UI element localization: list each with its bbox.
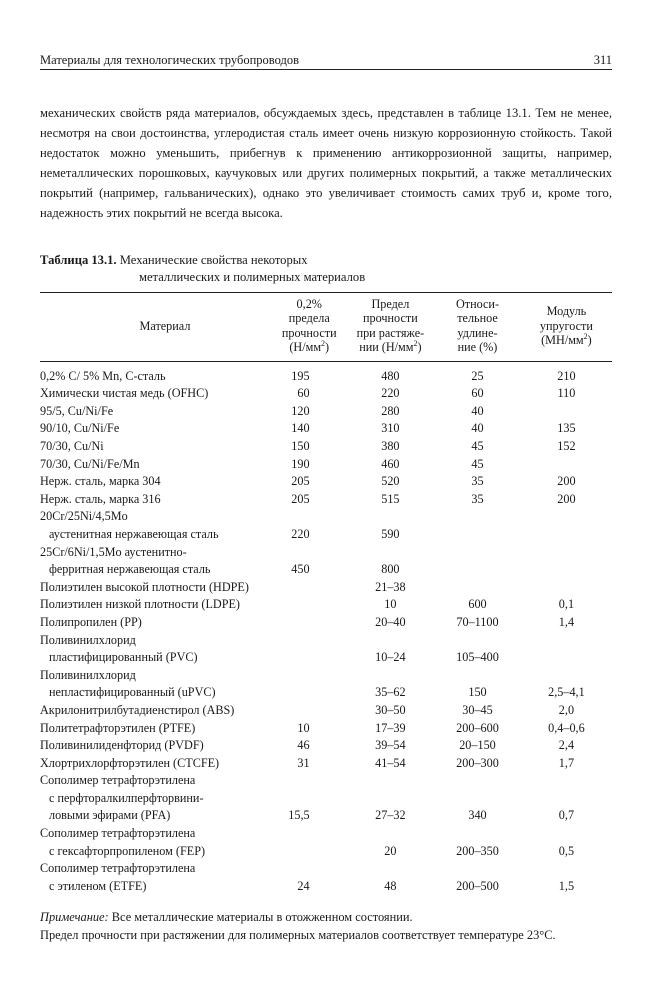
elongation-cell: 45 (471, 456, 484, 471)
tensile-strength-cell: 35–62 (375, 685, 406, 700)
yield-strength-cell: 10 (297, 720, 310, 735)
table-row (40, 755, 612, 773)
header-line: при растяже- (356, 325, 425, 340)
tensile-strength-cell: 21–38 (375, 579, 406, 594)
yield-strength-cell: 195 (291, 368, 310, 383)
modulus-cell: 0,1 (558, 597, 575, 612)
modulus-cell: 1,7 (558, 755, 575, 770)
material-cell (40, 438, 272, 456)
material-cell (40, 473, 272, 491)
modulus-cell: 152 (557, 439, 576, 453)
header-line: $(Н/мм^2)$ (289, 339, 330, 355)
table-row (40, 720, 612, 738)
table-header-row (40, 293, 612, 362)
material-cell (40, 755, 272, 773)
material-name-line: 0,2% C/ 5% Mn, C-сталь (40, 368, 166, 383)
yield-strength-cell: 450 (291, 562, 310, 577)
running-title: Материалы для технологических трубопроводов (40, 53, 299, 67)
yield-strength-cell: 140 (291, 421, 310, 436)
table-row (40, 361, 612, 385)
table-row (40, 385, 612, 403)
material-cell (40, 456, 272, 474)
material-cell (40, 403, 272, 421)
material-cell (40, 860, 272, 895)
elongation-cell: 30–45 (462, 702, 493, 717)
caption-line-1: Механические свойства некоторых (119, 253, 308, 267)
properties-table (40, 292, 612, 895)
material-cell (40, 667, 272, 702)
modulus-cell: 0,7 (558, 808, 575, 823)
elongation-cell: 150 (468, 685, 487, 700)
tensile-strength-cell: 20–40 (375, 614, 406, 629)
tensile-strength-cell: 460 (381, 456, 400, 471)
yield-strength-cell (272, 702, 347, 720)
tensile-strength-cell: 27–32 (375, 808, 406, 823)
yield-strength-cell: 150 (291, 439, 310, 453)
material-cell (40, 361, 272, 385)
modulus-cell: 1,5 (558, 878, 575, 893)
material-name-line: ловыми эфирами (PFA) (49, 808, 171, 823)
material-name-line: Полиэтилен низкой плотности (LDPE) (40, 597, 240, 612)
yield-strength-cell: 24 (297, 878, 310, 893)
note-2: Предел прочности при растяжении для полимерных материалов соответствует температуре 23°С. (40, 928, 556, 942)
header-line: упругости (539, 318, 593, 333)
modulus-cell: 135 (557, 421, 576, 436)
table-row (40, 491, 612, 509)
tensile-strength-cell: 380 (381, 439, 400, 453)
material-cell (40, 720, 272, 738)
table-row (40, 420, 612, 438)
elongation-cell (434, 544, 521, 579)
modulus-cell: 0,5 (558, 843, 575, 858)
table-body (40, 361, 612, 895)
note-1: Все металлические материалы в отожженном состоянии. (111, 910, 413, 924)
note-label: Примечание: (40, 910, 109, 924)
material-name-line: 70/30, Cu/Ni (40, 439, 104, 453)
table-row (40, 403, 612, 421)
modulus-cell (521, 508, 612, 543)
material-name-line: 90/10, Cu/Ni/Fe (40, 421, 120, 436)
yield-strength-cell (272, 614, 347, 632)
table-caption (40, 252, 612, 286)
material-cell (40, 596, 272, 614)
table-row (40, 579, 612, 597)
modulus-cell: 200 (557, 491, 576, 506)
modulus-cell (521, 544, 612, 579)
yield-strength-cell: 190 (291, 456, 310, 471)
header-line: прочности (281, 325, 337, 340)
yield-strength-cell: 31 (297, 755, 310, 770)
elongation-cell: 200–500 (456, 878, 499, 893)
tensile-strength-cell: 800 (381, 562, 400, 577)
header-line: тельное (457, 311, 498, 326)
yield-strength-cell (272, 667, 347, 702)
header-line: Предел (371, 297, 410, 311)
material-name-line: Хлортрихлорфторэтилен (CTCFE) (40, 755, 220, 770)
elongation-cell: 40 (471, 403, 484, 418)
material-name-line: пластифицированный (PVC) (49, 650, 198, 665)
elongation-cell (434, 579, 521, 597)
elongation-cell: 340 (468, 808, 487, 823)
yield-strength-cell: 220 (291, 526, 310, 541)
tensile-strength-cell: 41–54 (375, 755, 406, 770)
material-name-line: аустенитная нержавеющая сталь (49, 526, 219, 541)
material-name-line: с гексафторпропиленом (FEP) (49, 843, 206, 858)
elongation-cell: 40 (471, 421, 484, 436)
tensile-strength-cell: 520 (381, 474, 400, 489)
material-cell (40, 491, 272, 509)
modulus-cell: 2,4 (558, 738, 575, 753)
yield-strength-cell: 205 (291, 491, 310, 506)
material-name-line: Политетрафторэтилен (PTFE) (40, 720, 196, 735)
table-row (40, 772, 612, 825)
modulus-cell (521, 632, 612, 667)
material-name-line: с перфторалкилперфторвини- (49, 790, 204, 805)
material-name-line: с этиленом (ETFE) (49, 878, 147, 893)
yield-strength-cell (272, 579, 347, 597)
yield-strength-cell (272, 632, 347, 667)
material-cell (40, 632, 272, 667)
running-header (40, 52, 612, 70)
table-row (40, 456, 612, 474)
tensile-strength-cell: 39–54 (375, 738, 406, 753)
material-name-line: Поливинилхлорид (40, 667, 136, 682)
tensile-strength-cell: 10–24 (375, 650, 406, 665)
material-name-line: Полипропилен (PP) (40, 614, 142, 629)
elongation-cell (434, 508, 521, 543)
material-cell (40, 772, 272, 825)
yield-strength-cell: 15,5 (288, 808, 310, 823)
material-name-line: Химически чистая медь (OFHC) (40, 386, 209, 401)
modulus-cell: 1,4 (558, 614, 575, 629)
elongation-cell: 60 (471, 386, 484, 401)
material-name-line: 70/30, Cu/Ni/Fe/Mn (40, 456, 140, 471)
tensile-strength-cell: 515 (381, 491, 400, 506)
material-cell (40, 544, 272, 579)
material-name-line: 95/5, Cu/Ni/Fe (40, 403, 114, 418)
material-name-line: ферритная нержавеющая сталь (49, 562, 211, 577)
tensile-strength-cell: 310 (381, 421, 400, 436)
header-line: Относи- (455, 297, 500, 311)
modulus-cell: 0,4–0,6 (548, 720, 585, 735)
table-row (40, 702, 612, 720)
tensile-strength-cell: 480 (381, 368, 400, 383)
material-name-line: 20Cr/25Ni/4,5Mo (40, 509, 128, 524)
material-cell (40, 385, 272, 403)
header-line: Модуль (546, 304, 587, 319)
header-line: удлине- (457, 325, 498, 340)
column-header-material (40, 293, 272, 362)
elongation-cell: 35 (471, 474, 484, 489)
modulus-cell (521, 403, 612, 421)
column-header-yield (272, 293, 347, 362)
column-header-elongation (434, 293, 521, 362)
header-line: Материал (139, 318, 191, 333)
material-name-line: Нерж. сталь, марка 304 (40, 474, 161, 489)
table-row (40, 473, 612, 491)
column-header-modulus (521, 293, 612, 362)
paragraph-text: механических свойств ряда материалов, обсуждаемых здесь, представлен в таблице 13.1. Тем не менее, несмотря на свои достоинства, углеродистая сталь имеет очень низкую коррозионную стойкость. Такой недостаток можно уменьшить, прибегнув к применению антикоррозионной защиты, например, неметаллических порошковых, каучуковых или других полимерных покрытий, а также металлических покрытий (например, гальванических), однако это увеличивает стоимость самих труб и, кроме того, надежность этих покрытий не всегда высока. (40, 106, 612, 220)
yield-strength-cell (272, 825, 347, 860)
yield-strength-cell: 46 (297, 738, 310, 753)
tensile-strength-cell: 590 (381, 526, 400, 541)
material-cell (40, 579, 272, 597)
header-line: предела (288, 311, 330, 326)
yield-strength-cell: 120 (291, 403, 310, 418)
material-name-line: Поливинилхлорид (40, 632, 136, 647)
material-cell (40, 702, 272, 720)
modulus-cell: 110 (557, 386, 576, 401)
tensile-strength-cell: 280 (381, 403, 400, 418)
header-line: 0,2% (296, 297, 322, 311)
tensile-strength-cell: 48 (384, 878, 397, 893)
table-row (40, 438, 612, 456)
page-number: 311 (593, 53, 612, 67)
elongation-cell: 70–1100 (456, 614, 499, 629)
table-row (40, 544, 612, 579)
elongation-cell: 105–400 (456, 650, 499, 665)
table-row (40, 860, 612, 895)
elongation-cell: 20–150 (459, 738, 496, 753)
caption-line-2: металлических и полимерных материалов (139, 270, 366, 284)
yield-strength-cell: 60 (297, 386, 310, 401)
tensile-strength-cell: 17–39 (375, 720, 406, 735)
modulus-cell: 2,5–4,1 (548, 685, 585, 700)
material-name-line: 25Cr/6Ni/1,5Mo аустенитно- (40, 544, 187, 559)
modulus-cell (521, 456, 612, 474)
modulus-cell: 210 (557, 368, 576, 383)
material-name-line: Нерж. сталь, марка 316 (40, 491, 161, 506)
material-name-line: Сополимер тетрафторэтилена (40, 861, 196, 876)
material-cell (40, 614, 272, 632)
header-line: ние (%) (457, 340, 498, 355)
material-name-line: Сополимер тетрафторэтилена (40, 773, 196, 788)
table-row (40, 667, 612, 702)
table-row (40, 614, 612, 632)
yield-strength-cell (272, 596, 347, 614)
elongation-cell: 45 (471, 439, 484, 453)
tensile-strength-cell: 220 (381, 386, 400, 401)
elongation-cell: 25 (471, 368, 484, 383)
table-row (40, 737, 612, 755)
elongation-cell: 600 (468, 597, 487, 612)
modulus-cell: 2,0 (558, 702, 575, 717)
tensile-strength-cell: 10 (384, 597, 397, 612)
material-cell (40, 508, 272, 543)
body-paragraph (40, 103, 612, 223)
material-name-line: Полиэтилен высокой плотности (HDPE) (40, 579, 249, 594)
yield-strength-cell: 205 (291, 474, 310, 489)
column-header-tensile (347, 293, 435, 362)
material-cell (40, 420, 272, 438)
table-row (40, 825, 612, 860)
material-name-line: непластифицированный (uPVC) (49, 685, 216, 700)
table-row (40, 596, 612, 614)
header-line: прочности (363, 311, 418, 326)
table-row (40, 508, 612, 543)
material-name-line: Акрилонитрилбутадиенстирол (ABS) (40, 702, 235, 717)
tensile-strength-cell: 30–50 (375, 702, 406, 717)
table-row (40, 632, 612, 667)
material-name-line: Поливинилиденфторид (PVDF) (40, 738, 204, 753)
tensile-strength-cell: 20 (384, 843, 397, 858)
elongation-cell: 200–300 (456, 755, 499, 770)
modulus-cell: 200 (557, 474, 576, 489)
table-number: Таблица 13.1. (40, 253, 117, 267)
header-line: нии $(Н/мм^2)$ (359, 339, 422, 355)
material-cell (40, 737, 272, 755)
table-notes (40, 908, 612, 944)
material-name-line: Сополимер тетрафторэтилена (40, 826, 196, 841)
elongation-cell: 200–600 (456, 720, 499, 735)
elongation-cell: 200–350 (456, 843, 499, 858)
elongation-cell: 35 (471, 491, 484, 506)
modulus-cell (521, 579, 612, 597)
material-cell (40, 825, 272, 860)
header-line: $(МН/мм^2)$ (541, 331, 592, 348)
